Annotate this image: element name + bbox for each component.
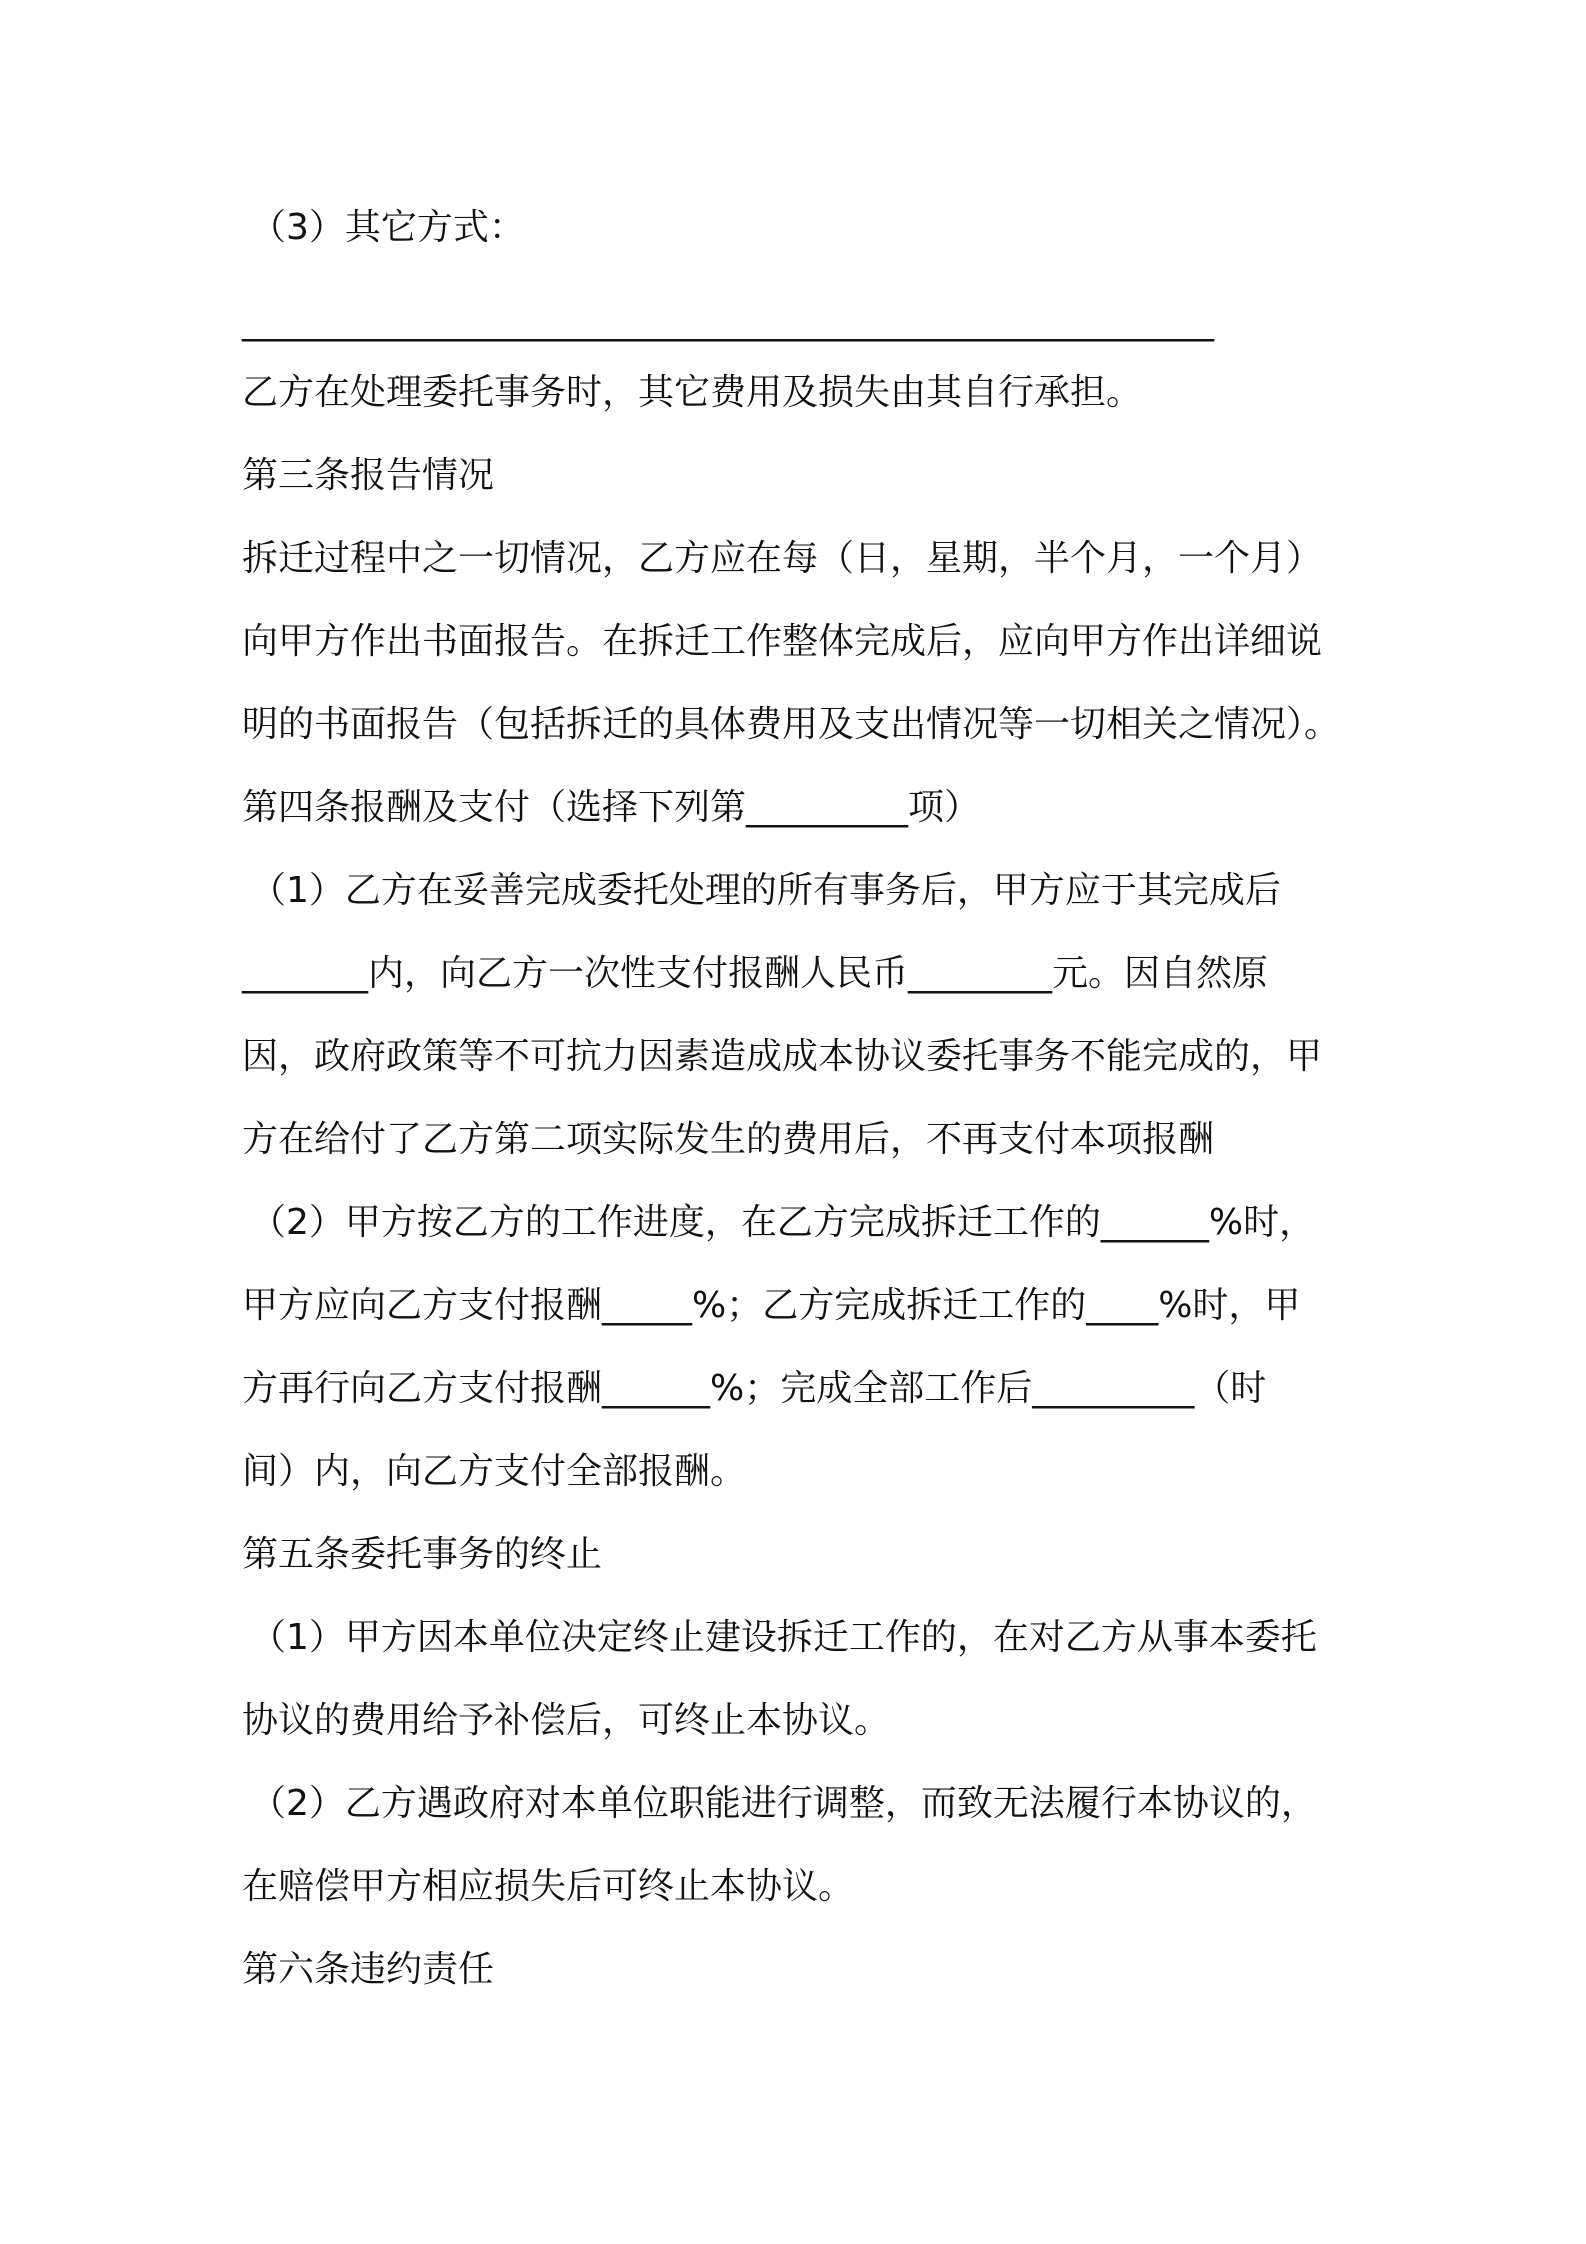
clause-1-line: （1）甲方因本单位决定终止建设拆迁工作的，在对乙方从事本委托 xyxy=(250,1617,1317,1658)
clause-1-line: （1）乙方在妥善完成委托处理的所有事务后，甲方应于其完成后 xyxy=(250,870,1281,911)
paragraph-line: 间）内，向乙方支付全部报酬。 xyxy=(242,1451,747,1492)
blank-fill-line: ______________________________________________________ xyxy=(242,301,1214,342)
paragraph-other-costs: 乙方在处理委托事务时，其它费用及损失由其自行承担。 xyxy=(242,372,1143,413)
paragraph-line: 因，政府政策等不可抗力因素造成成本协议委托事务不能完成的，甲 xyxy=(242,1036,1323,1077)
clause-3-other-methods: （3）其它方式： xyxy=(250,207,525,248)
paragraph-line: 方在给付了乙方第二项实际发生的费用后，不再支付本项报酬 xyxy=(242,1119,1215,1160)
article-4-heading: 第四条报酬及支付（选择下列第_________项） xyxy=(242,787,981,828)
article-3-heading: 第三条报告情况 xyxy=(242,455,495,496)
paragraph-line: 明的书面报告（包括拆迁的具体费用及支出情况等一切相关之情况）。 xyxy=(242,704,1341,745)
paragraph-line: 在赔偿甲方相应损失后可终止本协议。 xyxy=(242,1866,855,1907)
article-6-heading: 第六条违约责任 xyxy=(242,1949,495,1990)
article-5-heading: 第五条委托事务的终止 xyxy=(242,1534,603,1575)
paragraph-line: 方再行向乙方支付报酬______%；完成全部工作后_________（时 xyxy=(242,1368,1267,1409)
clause-2-line: （2）甲方按乙方的工作进度，在乙方完成拆迁工作的______%时， xyxy=(250,1202,1316,1243)
paragraph-line: _______内，向乙方一次性支付报酬人民币________元。因自然原 xyxy=(242,953,1269,994)
clause-2-line: （2）乙方遇政府对本单位职能进行调整，而致无法履行本协议的， xyxy=(250,1783,1317,1824)
paragraph-line: 向甲方作出书面报告。在拆迁工作整体完成后，应向甲方作出详细说 xyxy=(242,621,1323,662)
paragraph-line: 协议的费用给予补偿后，可终止本协议。 xyxy=(242,1700,891,1741)
paragraph-line: 甲方应向乙方支付报酬_____%；乙方完成拆迁工作的____%时，甲 xyxy=(242,1285,1301,1326)
paragraph-line: 拆迁过程中之一切情况，乙方应在每（日，星期，半个月，一个月） xyxy=(242,538,1323,579)
